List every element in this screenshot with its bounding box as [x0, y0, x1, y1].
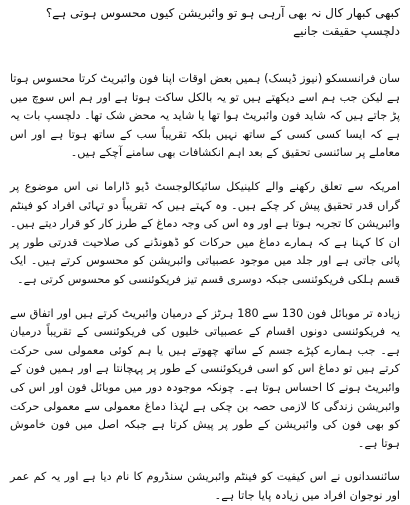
article-paragraph-3: زیادہ تر موبائل فون 130 سے 180 ہرٹز کے درمیان وائبریٹ کرتے ہیں اور اتفاق سے یہ فریکوئنسی دونوں اقسام کے عصبیاتی خلیوں کی فریکوئنسی کے تقریباً درمیان ہے۔ جب ہمارے کپڑے جسم کے ساتھ چھوتے ہیں یا ہم کوئی معمولی سی حرکت کرتے ہیں تو دماغ اس کو اسی فریکوئنسی کے طور پر پہچانتا ہے اور ہمیں فون کے وائبریٹ ہونے کا احساس ہوتا ہے۔ چونکہ موجودہ دور میں موبائل فون اور اس کی وائبریشن زندگی کا لازمی حصہ بن چکی ہے لہٰذا دماغ معمولی سے معمولی حرکت کو بھی فون کی وائبریشن کے طور پر پیش کرتا ہے جبکہ اصل میں فون خاموش ہوتا ہے۔ [10, 306, 401, 450]
article-paragraph-2: امریکہ سے تعلق رکھنے والے کلینیکل سائیکالوجسٹ ڈیو ڈاراما نی اس موضوع پر گراں قدر تحقیق پیش کر چکے ہیں۔ وہ کہتے ہیں کہ تقریباً دو تہائی افراد کو فینٹم وائبریشن کا تجربہ ہوتا ہے اور وہ اس کی وجہ دماغ کے طرز کار کو قرار دیتے ہیں۔ ان کا کہنا ہے کہ ہمارے دماغ میں حرکات کو ڈھونڈنے کی صلاحیت قدرتی طور پر پائی جاتی ہے اور جلد میں موجود عصبیاتی وائبریشن کو محسوس کرتے ہیں۔ ایک قسم ہلکی فریکوئنسی جبکہ دوسری قسم تیز فریکوئنسی کو محسوس کرتی ہے۔ [10, 179, 400, 286]
article-paragraph-1: سان فرانسسکو (نیوز ڈیسک) ہمیں بعض اوقات اپنا فون وائبریٹ کرتا محسوس ہوتا ہے لیکن جب ہم اسے دیکھتے ہیں تو یہ بالکل ساکت ہوتا ہے اور ہم اس سوچ میں پڑ جاتے ہیں کہ شاید فون وائبریٹ ہوا تھا یا شاید یہ محض شک تھا۔ دلچسپ بات یہ ہے کہ ایسا کسی کسی کے ساتھ نہیں بلکہ تقریباً سب کے ساتھ ہوتا ہے اور اس معاملے پر سائنسی تحقیق کے بعد اہم انکشافات بھی سامنے آچکے ہیں۔ [10, 72, 400, 160]
article-headline: کبھی کبھار کال نہ بھی آرہی ہو تو وائبریشن کیوں محسوس ہوتی ہے؟ دلچسپ حقیقت جانیے [45, 6, 400, 38]
article-paragraph-4: سائنسدانوں نے اس کیفیت کو فینٹم وائبریشن سنڈروم کا نام دیا ہے اور یہ کم عمر اور نوجوان افراد میں زیادہ پایا جاتا ہے۔ [10, 470, 400, 502]
